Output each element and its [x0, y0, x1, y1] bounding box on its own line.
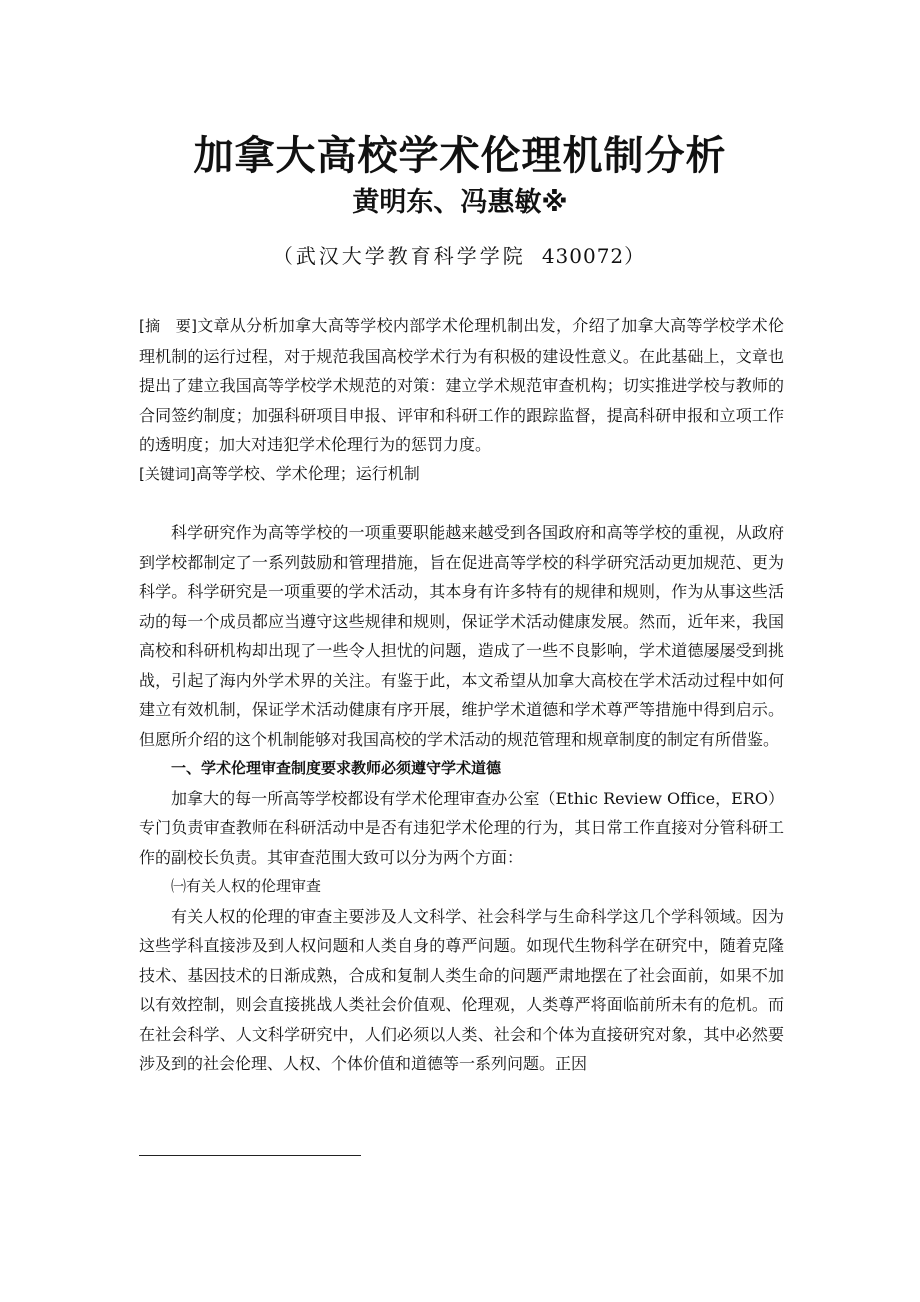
- paper-authors: 黄明东、冯惠敏※: [352, 187, 568, 218]
- section-paragraph: 加拿大的每一所高等学校都设有学术伦理审查办公室（Ethic Review Office，ERO）专门负责审查教师在科研活动中是否有违犯学术伦理的行为，其日常工作直接对分管科研工作的副校长负责。其审查范围大致可以分为两个方面：: [139, 788, 784, 867]
- abstract: [139, 311, 784, 460]
- affiliation-open-paren: （: [272, 244, 296, 268]
- keywords-label: [关键词]: [139, 465, 196, 483]
- body-text: [139, 518, 784, 1079]
- author-affiliation: [0, 238, 920, 274]
- section-heading: 一、学术伦理审查制度要求教师必须遵守学术道德: [171, 759, 502, 777]
- keywords: [139, 459, 784, 490]
- footnote-divider: [139, 1155, 361, 1156]
- affiliation-name: 武汉大学教育科学学院: [295, 244, 526, 268]
- affiliation-postcode: 430072: [541, 244, 625, 268]
- intro-paragraph: 科学研究作为高等学校的一项重要职能越来越受到各国政府和高等学校的重视，从政府到学校都制定了一系列鼓励和管理措施，旨在促进高等学校的科学研究活动更加规范、更为科学。科学研究是一项重要的学术活动，其本身有许多特有的规律和规则，作为从事这些活动的每一个成员都应当遵守这些规律和规则，保证学术活动健康发展。然而，近年来，我国高校和科研机构却出现了一些令人担忧的问题，造成了一些不良影响，学术道德屡屡受到挑战，引起了海内外学术界的关注。有鉴于此，本文希望从加拿大高校在学术活动过程中如何建立有效机制，保证学术活动健康有序开展，维护学术道德和学术尊严等措施中得到启示。但愿所介绍的这个机制能够对我国高校的学术活动的规范管理和规章制度的制定有所借鉴。: [139, 523, 784, 749]
- abstract-label: [摘 要]: [139, 317, 197, 335]
- subsection-paragraph: 有关人权的伦理的审查主要涉及人文科学、社会科学与生命科学这几个学科领域。因为这些学科直接涉及到人权问题和人类自身的尊严问题。如现代生物科学在研究中，随着克隆技术、基因技术的日渐成熟，合成和复制人类生命的问题严肃地摆在了社会面前，如果不加以有效控制，则会直接挑战人类社会价值观、伦理观，人类尊严将面临前所未有的危机。而在社会科学、人文科学研究中，人们必须以人类、社会和个体为直接研究对象，其中必然要涉及到的社会伦理、人权、个体价值和道德等一系列问题。正因: [139, 906, 784, 1073]
- subsection-heading: ㈠有关人权的伦理审查: [171, 877, 322, 895]
- keywords-text: 高等学校、学术伦理；运行机制: [195, 464, 420, 483]
- abstract-text: 文章从分析加拿大高等学校内部学术伦理机制出发，介绍了加拿大高等学校学术伦理机制的运行过程，对于规范我国高校学术行为有积极的建设性意义。在此基础上，文章也提出了建立我国高等学校学术规范的对策：建立学术规范审查机构；切实推进学校与教师的合同签约制度；加强科研项目申报、评审和科研工作的跟踪监督，提高科研申报和立项工作的透明度；加大对违犯学术伦理行为的惩罚力度。: [139, 316, 784, 454]
- paper-title: 加拿大高校学术伦理机制分析: [193, 133, 727, 179]
- affiliation-close-paren: ）: [624, 244, 648, 268]
